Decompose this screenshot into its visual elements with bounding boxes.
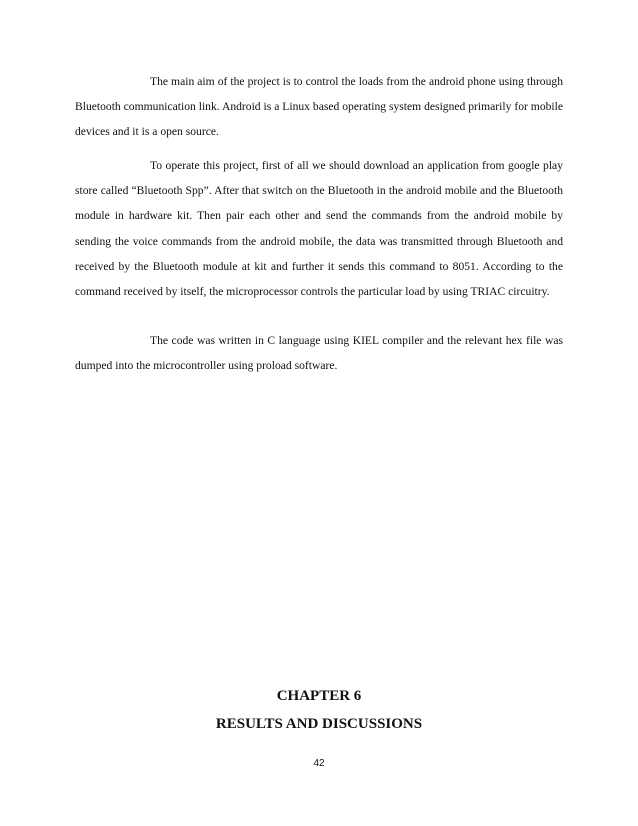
paragraph-project-aim: The main aim of the project is to control the loads from the android phone using through Bluetooth communication link. Android is a Linux based operating system designed primarily for mobile devices and it is a open source. — [75, 75, 563, 139]
chapter-number-heading: CHAPTER 6 — [276, 688, 362, 704]
page-number: 42 — [313, 758, 325, 769]
paragraph-code-details: The code was written in C language using KIEL compiler and the relevant hex file was dumped into the microcontroller using proload software. — [75, 334, 563, 373]
chapter-title-heading: RESULTS AND DISCUSSIONS — [215, 716, 423, 732]
paragraph-operation-steps: To operate this project, first of all we should download an application from google play store called “Bluetooth Spp”. After that switch on the Bluetooth in the android mobile and the Bluetooth module in hardware kit. Then pair each other and send the commands from the android mobile by sending the voice commands from the android mobile, the data was transmitted through Bluetooth and received by the Bluetooth module at kit and further it sends this command to 8051. According to the command received by itself, the microprocessor controls the particular load by using TRIAC circuitry. — [75, 159, 563, 299]
